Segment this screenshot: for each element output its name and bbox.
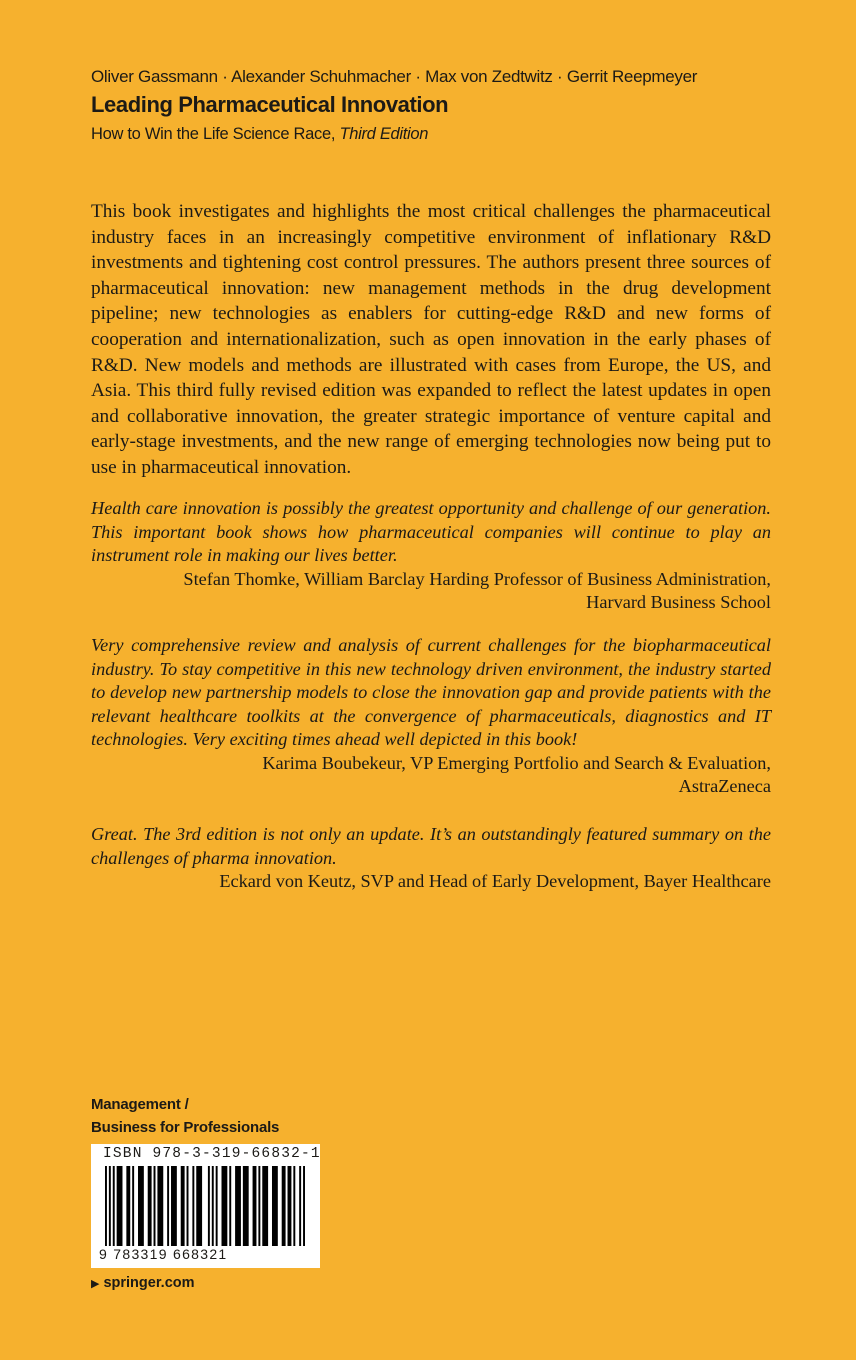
subject-category: [91, 1093, 279, 1139]
quote-attribution: Karima Boubekeur, VP Emerging Portfolio and Search & Evaluation,: [262, 752, 771, 773]
barcode-digits: 9 783319 668321: [99, 1246, 228, 1262]
category-line: Management /: [91, 1096, 189, 1113]
barcode-bar: [212, 1166, 214, 1246]
category-line: Business for Professionals: [91, 1119, 280, 1136]
barcode-bar: [167, 1166, 169, 1246]
barcode-bar: [282, 1166, 286, 1246]
book-description: This book investigates and highlights the most critical challenges the pharmaceutical industry faces in an increasingly competitive environment of inflationary R&D investments and tightening cost control pressures. The authors present three sources of pharmaceutical innovation: new management methods in the drug development pipeline; new technologies as enablers for cutting-edge R&D and new forms of cooperation and internationalization, such as open innovation in the early phases of R&D. New models and methods are illustrated with cases from Europe, the US, and Asia. This third fully revised edition was expanded to reflect the latest updates in open and collaborative innovation, the greater strategic importance of venture capital and early-stage investments, and the new range of emerging technologies now being put to use in pharmaceutical innovation.: [91, 201, 771, 478]
barcode-bar: [235, 1166, 241, 1246]
edition-label: Third Edition: [339, 125, 429, 143]
subtitle-text: How to Win the Life Science Race,: [91, 125, 336, 143]
barcode-bar: [243, 1166, 249, 1246]
barcode-bar: [258, 1166, 260, 1246]
barcode-bar: [187, 1166, 189, 1246]
quote-attribution-affiliation: AstraZeneca: [678, 776, 771, 796]
publisher-website[interactable]: [91, 1273, 195, 1294]
barcode-bar: [171, 1166, 177, 1246]
barcode-bar: [216, 1166, 218, 1246]
barcode-bar: [299, 1166, 301, 1246]
endorsement-quote: [91, 634, 771, 799]
barcode-bar: [272, 1166, 278, 1246]
barcode-bar: [253, 1166, 257, 1246]
barcode-bar: [262, 1166, 268, 1246]
authors: Oliver Gassmann · Alexander Schuhmacher · Max von Zedtwitz · Gerrit Reepmeyer: [91, 67, 698, 86]
barcode-bar: [113, 1166, 115, 1246]
barcode-bar: [192, 1166, 194, 1246]
book-subtitle: [91, 122, 791, 146]
barcode-bar: [154, 1166, 156, 1246]
endorsement-quote: [91, 497, 771, 615]
barcode-bars: [105, 1166, 307, 1248]
barcode-bar: [208, 1166, 210, 1246]
book-title: Leading Pharmaceutical Innovation: [91, 92, 449, 117]
quote-attribution-affiliation: Harvard Business School: [586, 592, 771, 612]
barcode-bar: [222, 1166, 228, 1246]
cover-header: [91, 66, 791, 146]
quote-text: Great. The 3rd edition is not only an update. It’s an outstandingly featured summary on the challenges of pharma innovation.: [91, 824, 771, 868]
isbn-barcode: [91, 1144, 320, 1268]
quote-attribution: Stefan Thomke, William Barclay Harding Professor of Business Administration,: [183, 568, 771, 589]
barcode-bar: [126, 1166, 130, 1246]
website-link[interactable]: springer.com: [103, 1275, 195, 1291]
isbn-label: ISBN 978-3-319-66832-1: [103, 1146, 321, 1162]
quote-attribution: Eckard von Keutz, SVP and Head of Early Development, Bayer Healthcare: [219, 871, 771, 891]
barcode-bar: [132, 1166, 134, 1246]
barcode-bar: [157, 1166, 163, 1246]
quote-text: Health care innovation is possibly the greatest opportunity and challenge of our generation. This important book shows how pharmaceutical companies will continue to play an instrument role in making our lives better.: [91, 498, 771, 565]
barcode-bar: [196, 1166, 202, 1246]
barcode-bar: [303, 1166, 305, 1246]
barcode-bar: [229, 1166, 231, 1246]
quote-text: Very comprehensive review and analysis of current challenges for the biopharmaceutical industry. To stay competitive in this new technology driven environment, the industry started to develop new partnership models to close the innovation gap and provide patients with the relevant healthcare toolkits at the convergence of pharmaceuticals, diagnostics and IT technologies. Very exciting times ahead well depicted in this book!: [91, 635, 771, 749]
barcode-bar: [117, 1166, 123, 1246]
barcode-bar: [288, 1166, 292, 1246]
barcode-bar: [105, 1166, 107, 1246]
barcode-bar: [109, 1166, 111, 1246]
barcode-bar: [181, 1166, 185, 1246]
endorsement-quote: [91, 823, 771, 894]
barcode-bar: [293, 1166, 295, 1246]
barcode-bar: [148, 1166, 152, 1246]
barcode-bar: [138, 1166, 144, 1246]
arrow-right-icon: ▶: [91, 1278, 100, 1290]
